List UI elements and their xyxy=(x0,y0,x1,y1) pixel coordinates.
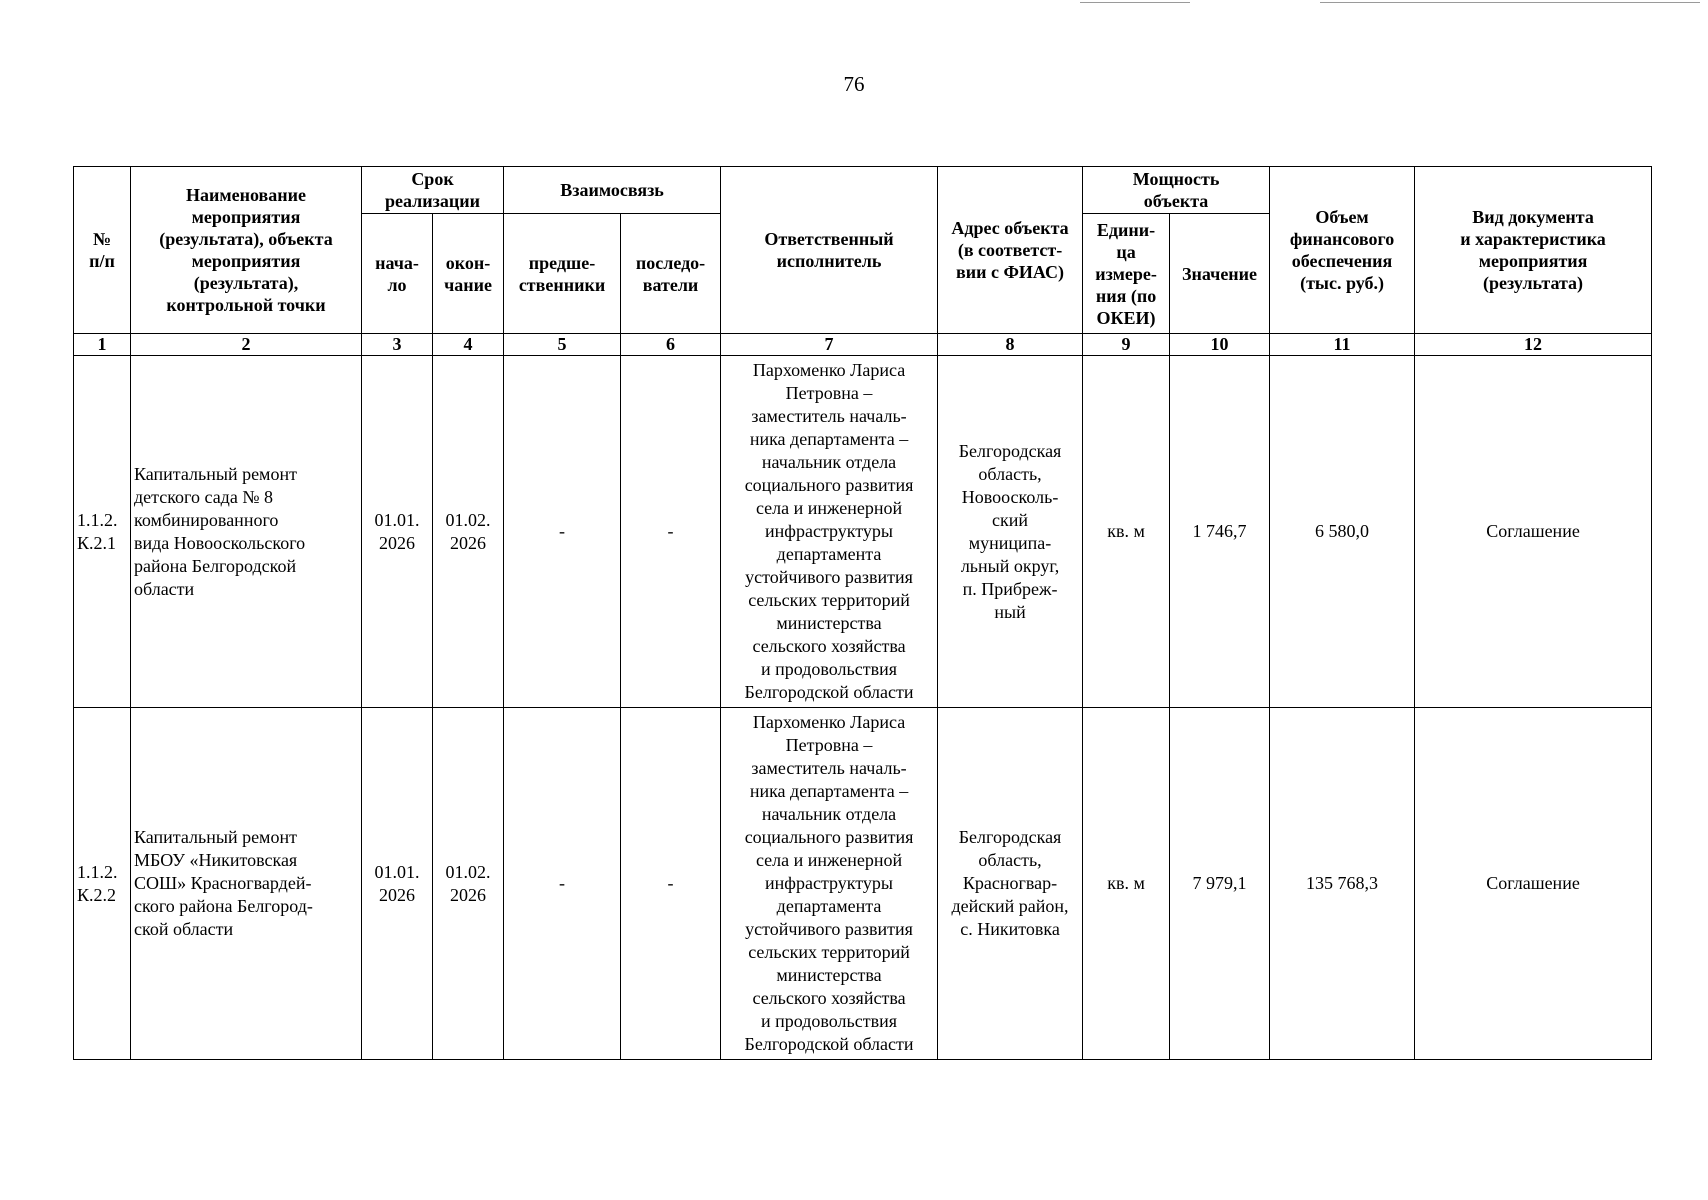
row-number: 1.1.2. К.2.2 xyxy=(74,708,131,1060)
table-row xyxy=(74,708,1652,1060)
document-type: Соглашение xyxy=(1415,708,1652,1060)
column-number: 6 xyxy=(621,334,721,356)
header-period-end: окон- чание xyxy=(433,214,504,334)
activity-name: Капитальный ремонт детского сада № 8 комбинированного вида Новооскольского района Белгородской области xyxy=(131,356,362,708)
successors: - xyxy=(621,356,721,708)
responsible-person: Пархоменко Лариса Петровна – заместитель началь- ника департамента – начальник отдела социального развития села и инженерной инфраструктуры департамента устойчивого развития сельских территорий министерства сельского хозяйства и продовольствия Белгородской области xyxy=(721,356,938,708)
activities-table xyxy=(73,166,1652,1060)
header-address: Адрес объекта (в соответст- вии с ФИАС) xyxy=(938,167,1083,334)
header-finance: Объем финансового обеспечения (тыс. руб.) xyxy=(1270,167,1415,334)
header-responsible: Ответственный исполнитель xyxy=(721,167,938,334)
column-number: 4 xyxy=(433,334,504,356)
header-capacity-unit: Едини- ца измере- ния (по ОКЕИ) xyxy=(1083,214,1170,334)
column-number: 8 xyxy=(938,334,1083,356)
header-doc-type: Вид документа и характеристика мероприятия (результата) xyxy=(1415,167,1652,334)
predecessors: - xyxy=(504,708,621,1060)
table-row xyxy=(74,356,1652,708)
header-capacity: Мощность объекта xyxy=(1083,167,1270,214)
column-number: 2 xyxy=(131,334,362,356)
column-number: 1 xyxy=(74,334,131,356)
column-number: 11 xyxy=(1270,334,1415,356)
finance-amount: 6 580,0 xyxy=(1270,356,1415,708)
start-date: 01.01. 2026 xyxy=(362,356,433,708)
header-name: Наименование мероприятия (результата), объекта мероприятия (результата), контрольной точки xyxy=(131,167,362,334)
object-address: Белгородская область, Новоосколь- ский муниципа- льный округ, п. Прибреж- ный xyxy=(938,356,1083,708)
header-no: № п/п xyxy=(74,167,131,334)
responsible-person: Пархоменко Лариса Петровна – заместитель началь- ника департамента – начальник отдела социального развития села и инженерной инфраструктуры департамента устойчивого развития сельских территорий министерства сельского хозяйства и продовольствия Белгородской области xyxy=(721,708,938,1060)
header-relation-prev: предше- ственники xyxy=(504,214,621,334)
column-number: 5 xyxy=(504,334,621,356)
column-number: 10 xyxy=(1170,334,1270,356)
successors: - xyxy=(621,708,721,1060)
top-rule-right xyxy=(1320,2,1700,3)
capacity-value: 7 979,1 xyxy=(1170,708,1270,1060)
column-number: 7 xyxy=(721,334,938,356)
row-number: 1.1.2. К.2.1 xyxy=(74,356,131,708)
end-date: 01.02. 2026 xyxy=(433,356,504,708)
header-capacity-value: Значение xyxy=(1170,214,1270,334)
column-number: 12 xyxy=(1415,334,1652,356)
column-number: 9 xyxy=(1083,334,1170,356)
header-period: Срок реализации xyxy=(362,167,504,214)
start-date: 01.01. 2026 xyxy=(362,708,433,1060)
top-rule-left xyxy=(1080,2,1190,3)
header-period-start: нача- ло xyxy=(362,214,433,334)
column-number: 3 xyxy=(362,334,433,356)
predecessors: - xyxy=(504,356,621,708)
page-number: 76 xyxy=(843,72,865,96)
document-type: Соглашение xyxy=(1415,356,1652,708)
end-date: 01.02. 2026 xyxy=(433,708,504,1060)
object-address: Белгородская область, Красногвар- дейский район, с. Никитовка xyxy=(938,708,1083,1060)
header-relation: Взаимосвязь xyxy=(504,167,721,214)
activity-name: Капитальный ремонт МБОУ «Никитовская СОШ» Красногвардей- ского района Белгород- ской области xyxy=(131,708,362,1060)
header-relation-next: последо- ватели xyxy=(621,214,721,334)
column-number-row xyxy=(74,334,1652,356)
finance-amount: 135 768,3 xyxy=(1270,708,1415,1060)
capacity-unit: кв. м xyxy=(1083,708,1170,1060)
capacity-value: 1 746,7 xyxy=(1170,356,1270,708)
capacity-unit: кв. м xyxy=(1083,356,1170,708)
